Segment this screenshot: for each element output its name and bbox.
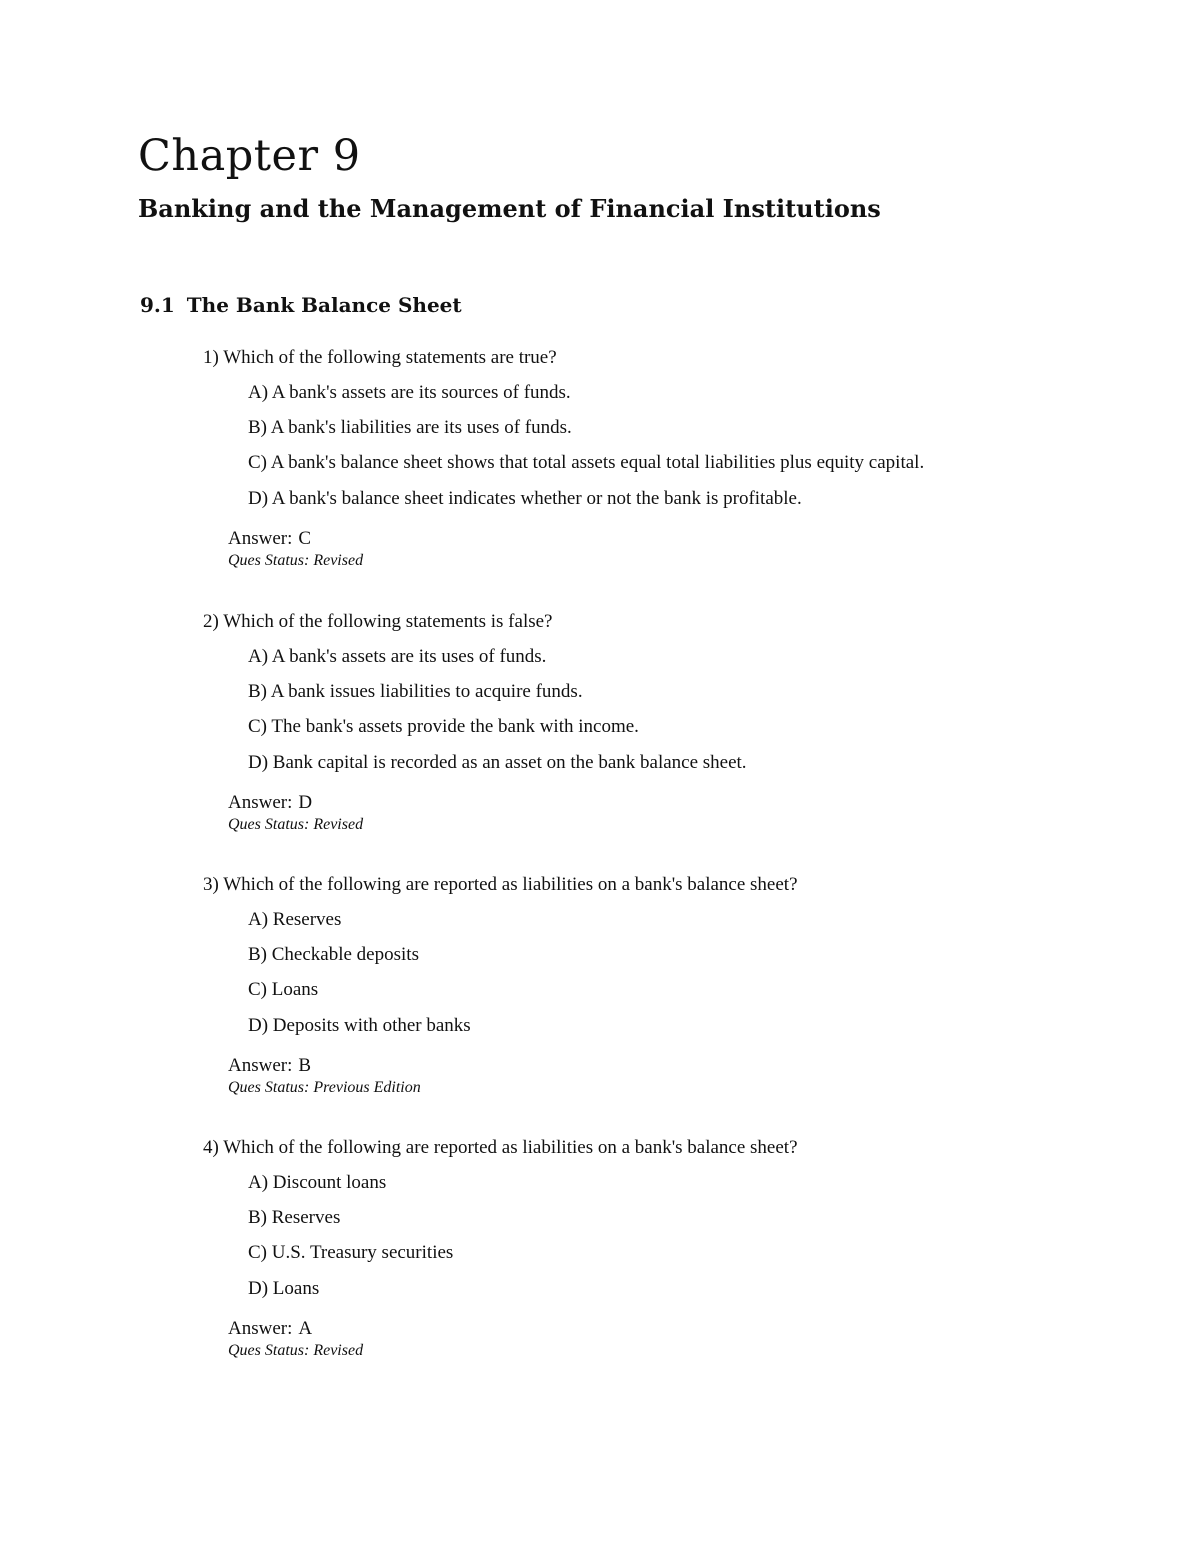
- choice-c: C) U.S. Treasury securities: [248, 1242, 454, 1264]
- answer-label: Answer:: [228, 1054, 293, 1076]
- answer-value: B: [298, 1054, 312, 1076]
- section-number: 9.1: [140, 293, 175, 317]
- question-2: [203, 610, 1103, 835]
- answer-label: Answer:: [228, 527, 293, 549]
- choice-a: A) A bank's assets are its sources of funds.: [248, 382, 571, 403]
- section-title: The Bank Balance Sheet: [186, 293, 462, 317]
- question-stem: 3) Which of the following are reported as liabilities on a bank's balance sheet?: [203, 874, 798, 895]
- choice-d: D) A bank's balance sheet indicates whether or not the bank is profitable.: [248, 487, 802, 509]
- choice-b: B) A bank issues liabilities to acquire funds.: [248, 681, 583, 703]
- question-stem: 2) Which of the following statements is false?: [203, 611, 553, 632]
- choice-c: C) A bank's balance sheet shows that total assets equal total liabilities plus equity capital.: [248, 452, 925, 474]
- answer-label: Answer:: [228, 1317, 293, 1339]
- choice-list: [203, 1160, 1103, 1301]
- status-label: Ques Status:: [228, 1341, 310, 1359]
- question-status: [203, 1341, 1103, 1361]
- question-stem: 4) Which of the following are reported as liabilities on a bank's balance sheet?: [203, 1137, 798, 1158]
- status-value: Previous Edition: [313, 1078, 421, 1096]
- status-label: Ques Status:: [228, 1078, 310, 1096]
- question-status: [203, 815, 1103, 835]
- choice-list: [203, 634, 1103, 775]
- answer-line: [203, 1317, 1103, 1341]
- status-label: Ques Status:: [228, 815, 310, 833]
- question-stem: 1) Which of the following statements are true?: [203, 347, 557, 368]
- choice-d: D) Bank capital is recorded as an asset on the bank balance sheet.: [248, 751, 747, 773]
- choice-d: D) Loans: [248, 1277, 320, 1299]
- answer-value: A: [298, 1317, 313, 1339]
- section-heading: [140, 290, 462, 320]
- answer-value: C: [298, 527, 312, 549]
- answer-value: D: [298, 791, 313, 813]
- answer-line: [203, 791, 1103, 815]
- choice-a: A) Reserves: [248, 909, 342, 930]
- answer-label: Answer:: [228, 791, 293, 813]
- chapter-subtitle: Banking and the Management of Financial Institutions: [138, 194, 881, 223]
- answer-line: [203, 527, 1103, 551]
- question-1: [203, 346, 1103, 571]
- choice-b: B) Checkable deposits: [248, 944, 419, 966]
- status-label: Ques Status:: [228, 551, 310, 569]
- chapter-title: Chapter 9: [138, 131, 361, 181]
- choice-c: C) The bank's assets provide the bank with income.: [248, 716, 639, 738]
- question-status: [203, 1078, 1103, 1098]
- choice-list: [203, 897, 1103, 1038]
- question-status: [203, 551, 1103, 571]
- status-value: Revised: [313, 551, 364, 569]
- choice-list: [203, 370, 1103, 511]
- choice-d: D) Deposits with other banks: [248, 1014, 471, 1036]
- status-value: Revised: [313, 1341, 364, 1359]
- choice-a: A) A bank's assets are its uses of funds.: [248, 646, 547, 667]
- answer-line: [203, 1054, 1103, 1078]
- question-3: [203, 873, 1103, 1098]
- choice-c: C) Loans: [248, 979, 319, 1001]
- question-4: [203, 1136, 1103, 1361]
- choice-b: B) A bank's liabilities are its uses of funds.: [248, 417, 572, 439]
- choice-b: B) Reserves: [248, 1207, 341, 1229]
- choice-a: A) Discount loans: [248, 1172, 387, 1193]
- status-value: Revised: [313, 815, 364, 833]
